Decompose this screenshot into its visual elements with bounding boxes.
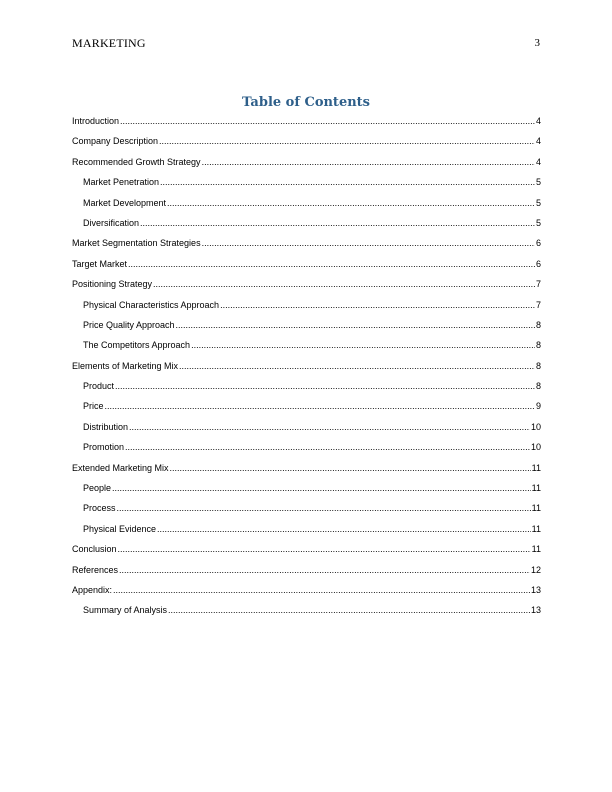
toc-entry-label: Market Development (83, 197, 167, 208)
toc-entry[interactable] (72, 297, 541, 317)
toc-entry-label: Target Market (72, 258, 128, 269)
dot-leader (179, 360, 535, 373)
running-head: MARKETING (72, 36, 146, 50)
toc-entry-page-number: 8 (535, 340, 541, 351)
toc-entry[interactable] (72, 358, 541, 378)
toc-entry-label: Product (83, 381, 115, 392)
toc-entry-label: Physical Evidence (83, 523, 157, 534)
toc-entry[interactable] (72, 174, 541, 194)
dot-leader (170, 462, 531, 475)
toc-entry-page-number: 5 (535, 197, 541, 208)
toc-entry-label: Positioning Strategy (72, 279, 153, 290)
dot-leader (119, 564, 530, 577)
toc-entry[interactable] (72, 602, 541, 622)
toc-entry-label: Introduction (72, 116, 120, 126)
toc-entry-page-number: 7 (535, 299, 541, 310)
toc-entry[interactable] (72, 562, 541, 582)
dot-leader (160, 176, 535, 189)
toc-entry-label: Price (83, 401, 104, 412)
toc-entry[interactable] (72, 480, 541, 500)
toc-entry-page-number: 11 (531, 483, 541, 494)
toc-entry-label: Extended Marketing Mix (72, 462, 169, 473)
toc-entry-page-number: 11 (531, 503, 541, 514)
toc-entry[interactable] (72, 235, 541, 255)
toc-entry[interactable] (72, 133, 541, 153)
toc-entry[interactable] (72, 500, 541, 520)
toc-entry[interactable] (72, 113, 541, 133)
dot-leader (125, 441, 530, 454)
toc-entry-page-number: 5 (535, 177, 541, 188)
toc-entry[interactable] (72, 398, 541, 418)
dot-leader (176, 319, 535, 332)
dot-leader (120, 115, 535, 128)
dot-leader (202, 237, 535, 250)
toc-entry[interactable] (72, 317, 541, 337)
toc-entry-page-number: 9 (535, 401, 541, 412)
toc-entry[interactable] (72, 521, 541, 541)
toc-entry-label: Promotion (83, 442, 125, 453)
toc-entry-label: Diversification (83, 217, 140, 228)
toc-entry-label: References (72, 564, 119, 575)
dot-leader (202, 156, 535, 169)
toc-entry-page-number: 4 (535, 136, 541, 147)
toc-entry-page-number: 11 (531, 462, 541, 473)
page-number: 3 (534, 37, 540, 49)
toc-entry-page-number: 11 (531, 523, 541, 534)
dot-leader (115, 380, 535, 393)
toc-entry[interactable] (72, 256, 541, 276)
toc-entry[interactable] (72, 439, 541, 459)
toc-entry-label: Summary of Analysis (83, 605, 168, 616)
toc-entry[interactable] (72, 378, 541, 398)
toc-entry-label: Market Penetration (83, 177, 160, 188)
toc-entry[interactable] (72, 460, 541, 480)
table-of-contents (72, 113, 541, 623)
dot-leader (220, 299, 535, 312)
toc-entry-page-number: 4 (535, 156, 541, 167)
toc-entry[interactable] (72, 419, 541, 439)
toc-entry-page-number: 6 (535, 238, 541, 249)
toc-entry[interactable] (72, 582, 541, 602)
toc-entry-page-number: 5 (535, 217, 541, 228)
toc-entry[interactable] (72, 337, 541, 357)
toc-entry-page-number: 7 (535, 279, 541, 290)
toc-title: Table of Contents (242, 95, 370, 110)
dot-leader (112, 482, 531, 495)
toc-entry-label: Physical Characteristics Approach (83, 299, 220, 310)
toc-entry-label: Conclusion (72, 544, 117, 555)
dot-leader (129, 421, 530, 434)
dot-leader (113, 584, 530, 597)
dot-leader (168, 604, 530, 617)
dot-leader (153, 278, 535, 291)
dot-leader (128, 258, 535, 271)
toc-entry-page-number: 10 (530, 442, 541, 453)
toc-entry-page-number: 8 (535, 381, 541, 392)
dot-leader (157, 523, 531, 536)
toc-entry-label: Recommended Growth Strategy (72, 156, 201, 167)
dot-leader (159, 135, 535, 148)
toc-entry-page-number: 11 (531, 544, 541, 555)
toc-entry-page-number: 6 (535, 258, 541, 269)
toc-entry-label: Appendix: (72, 584, 113, 595)
toc-entry-page-number: 4 (535, 116, 541, 126)
toc-entry-page-number: 13 (530, 605, 541, 616)
toc-entry-page-number: 8 (535, 360, 541, 371)
toc-entry-label: People (83, 483, 112, 494)
toc-entry[interactable] (72, 541, 541, 561)
dot-leader (167, 197, 535, 210)
toc-entry-label: Elements of Marketing Mix (72, 360, 179, 371)
toc-entry-page-number: 8 (535, 319, 541, 330)
dot-leader (105, 400, 535, 413)
dot-leader (117, 502, 531, 515)
toc-entry-label: Market Segmentation Strategies (72, 238, 201, 249)
toc-entry[interactable] (72, 276, 541, 296)
toc-entry-page-number: 12 (530, 564, 541, 575)
dot-leader (118, 543, 531, 556)
toc-entry[interactable] (72, 215, 541, 235)
dot-leader (191, 339, 535, 352)
toc-entry[interactable] (72, 154, 541, 174)
toc-entry-label: Distribution (83, 421, 129, 432)
toc-entry-label: Process (83, 503, 116, 514)
toc-entry-label: Price Quality Approach (83, 319, 175, 330)
toc-entry-label: Company Description (72, 136, 159, 147)
toc-entry[interactable] (72, 195, 541, 215)
toc-entry-page-number: 13 (530, 584, 541, 595)
toc-entry-label: The Competitors Approach (83, 340, 191, 351)
toc-entry-page-number: 10 (530, 421, 541, 432)
dot-leader (140, 217, 535, 230)
